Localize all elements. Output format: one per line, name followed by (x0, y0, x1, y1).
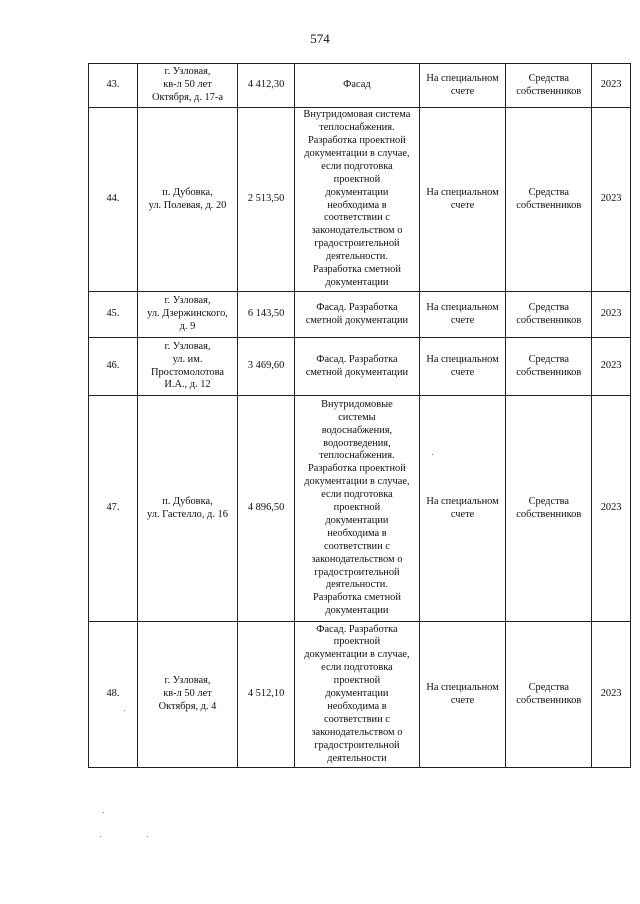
account-cell-line: На специальном (426, 301, 499, 313)
works-cell-line: Фасад (343, 79, 371, 91)
funds-cell (506, 338, 592, 396)
works-cell-line: системы (338, 411, 376, 423)
funds-cell-line: собственников (516, 314, 582, 326)
area-cell: 4 412,30 (238, 64, 295, 108)
works-cell (295, 292, 420, 338)
table-row (89, 108, 631, 292)
works-cell-line: если подготовка (321, 160, 393, 172)
works-cell-line: документации (325, 605, 389, 617)
funds-cell-line: Средства (528, 681, 569, 693)
year-cell: 2023 (592, 338, 631, 396)
address-cell-line: И.А., д. 12 (164, 379, 211, 391)
account-cell (419, 622, 506, 768)
works-cell-line: градостроительной (314, 739, 400, 751)
area-cell: 3 469,60 (238, 338, 295, 396)
row-number: 48. (89, 622, 138, 768)
works-cell-line: Внутридомовые (321, 398, 393, 410)
works-cell (295, 396, 420, 622)
works-cell-line: Фасад. Разработка (316, 353, 398, 365)
address-cell (137, 292, 237, 338)
year-cell: 2023 (592, 622, 631, 768)
address-cell-line: д. 9 (179, 320, 196, 332)
account-cell (419, 338, 506, 396)
address-cell-line: ул. Гастелло, д. 16 (147, 508, 228, 520)
funds-cell-line: Средства (528, 72, 569, 84)
works-cell-line: документации в случае, (304, 476, 410, 488)
account-cell-line: счете (450, 199, 475, 211)
works-cell-line: водоотведения, (323, 437, 391, 449)
funds-cell (506, 64, 592, 108)
works-cell-line: необходима в (327, 199, 387, 211)
works-cell-line: необходима в (327, 700, 387, 712)
address-cell-line: г. Узловая, (164, 66, 211, 78)
works-cell-line: если подготовка (321, 489, 393, 501)
works-cell-line: Разработка проектной (308, 463, 406, 475)
funds-cell-line: Средства (528, 495, 569, 507)
works-cell-line: Разработка проектной (308, 134, 406, 146)
account-cell-line: На специальном (426, 186, 499, 198)
row-number: 46. (89, 338, 138, 396)
address-cell-line: г. Узловая, (164, 340, 211, 352)
address-cell-line: Октября, д. 4 (158, 700, 217, 712)
works-cell-line: соответствии с (323, 713, 390, 725)
row-number: 45. (89, 292, 138, 338)
account-cell-line: На специальном (426, 353, 499, 365)
works-cell-line: документации (325, 514, 389, 526)
page-number: 574 (310, 31, 330, 46)
works-cell-line: законодательством о (311, 553, 403, 565)
table-row (89, 622, 631, 768)
funds-cell (506, 622, 592, 768)
works-cell (295, 108, 420, 292)
funds-cell-line: Средства (528, 353, 569, 365)
works-cell-line: документации в случае, (304, 147, 410, 159)
works-cell-line: водоснабжения, (321, 424, 393, 436)
funds-cell-line: Средства (528, 186, 569, 198)
works-cell-line: сметной документации (305, 366, 409, 378)
works-cell-line: Внутридомовая система (303, 109, 411, 121)
row-number: 43. (89, 64, 138, 108)
area-cell: 4 896,50 (238, 396, 295, 622)
works-cell-line: проектной (333, 502, 381, 514)
address-cell-line: ул. Полевая, д. 20 (148, 199, 227, 211)
account-cell-line: счете (450, 366, 475, 378)
works-cell-line: Разработка сметной (312, 264, 401, 276)
area-cell: 6 143,50 (238, 292, 295, 338)
account-cell-line: счете (450, 508, 475, 520)
works-cell-line: сметной документации (305, 314, 409, 326)
works-cell-line: законодательством о (311, 225, 403, 237)
funds-cell-line: собственников (516, 366, 582, 378)
works-cell-line: градостроительной (314, 238, 400, 250)
table-row (89, 64, 631, 108)
account-cell (419, 64, 506, 108)
works-cell-line: если подготовка (321, 662, 393, 674)
address-cell-line: ул. им. (172, 353, 203, 365)
works-cell-line: необходима в (327, 527, 387, 539)
funds-cell-line: собственников (516, 508, 582, 520)
account-cell-line: На специальном (426, 495, 499, 507)
works-cell-line: документации (325, 186, 389, 198)
table-row (89, 338, 631, 396)
area-cell: 2 513,50 (238, 108, 295, 292)
account-cell-line: На специальном (426, 681, 499, 693)
works-cell (295, 338, 420, 396)
works-cell-line: теплоснабжения. (319, 122, 395, 134)
row-number: 47. (89, 396, 138, 622)
row-number: 44. (89, 108, 138, 292)
works-cell-line: проектной (333, 173, 381, 185)
address-cell-line: п. Дубовка, (162, 186, 213, 198)
address-cell (137, 338, 237, 396)
works-cell-line: документации (325, 276, 389, 288)
works-cell (295, 64, 420, 108)
account-cell (419, 396, 506, 622)
funds-cell (506, 292, 592, 338)
works-cell (295, 622, 420, 768)
works-cell-line: проектной (333, 675, 381, 687)
address-cell (137, 396, 237, 622)
year-cell: 2023 (592, 108, 631, 292)
address-cell (137, 622, 237, 768)
works-cell-line: деятельности. (325, 579, 388, 591)
address-cell-line: Октября, д. 17-а (151, 91, 223, 103)
account-cell-line: счете (450, 694, 475, 706)
address-cell (137, 108, 237, 292)
funds-cell (506, 396, 592, 622)
area-cell: 4 512,10 (238, 622, 295, 768)
table-row (89, 396, 631, 622)
account-cell-line: На специальном (426, 72, 499, 84)
account-cell (419, 108, 506, 292)
works-cell-line: законодательством о (311, 726, 403, 738)
works-cell-line: документации (325, 688, 389, 700)
works-cell-line: деятельности (327, 752, 387, 764)
year-cell: 2023 (592, 64, 631, 108)
funds-cell-line: Средства (528, 301, 569, 313)
funds-cell-line: собственников (516, 694, 582, 706)
table-row (89, 292, 631, 338)
works-cell-line: соответствии с (323, 212, 390, 224)
works-cell-line: деятельности. (325, 251, 388, 263)
address-cell-line: г. Узловая, (164, 295, 211, 307)
address-cell-line: п. Дубовка, (162, 495, 213, 507)
address-cell-line: кв-л 50 лет (163, 688, 212, 700)
funds-cell-line: собственников (516, 85, 582, 97)
funds-cell (506, 108, 592, 292)
address-cell-line: г. Узловая, (164, 675, 211, 687)
address-cell-line: кв-л 50 лет (163, 79, 212, 91)
repair-schedule-table (88, 63, 631, 768)
year-cell: 2023 (592, 396, 631, 622)
address-cell-line: ул. Дзержинского, (147, 308, 228, 320)
account-cell-line: счете (450, 314, 475, 326)
works-cell-line: проектной (333, 636, 381, 648)
works-cell-line: документации в случае, (304, 649, 410, 661)
address-cell-line: Простомолотова (150, 366, 224, 378)
works-cell-line: теплоснабжения. (319, 450, 395, 462)
works-cell-line: градостроительной (314, 566, 400, 578)
works-cell-line: Разработка сметной (312, 592, 401, 604)
year-cell: 2023 (592, 292, 631, 338)
account-cell (419, 292, 506, 338)
address-cell (137, 64, 237, 108)
works-cell-line: соответствии с (323, 540, 390, 552)
works-cell-line: Фасад. Разработка (316, 301, 398, 313)
account-cell-line: счете (450, 85, 475, 97)
works-cell-line: Фасад. Разработка (316, 623, 398, 635)
funds-cell-line: собственников (516, 199, 582, 211)
